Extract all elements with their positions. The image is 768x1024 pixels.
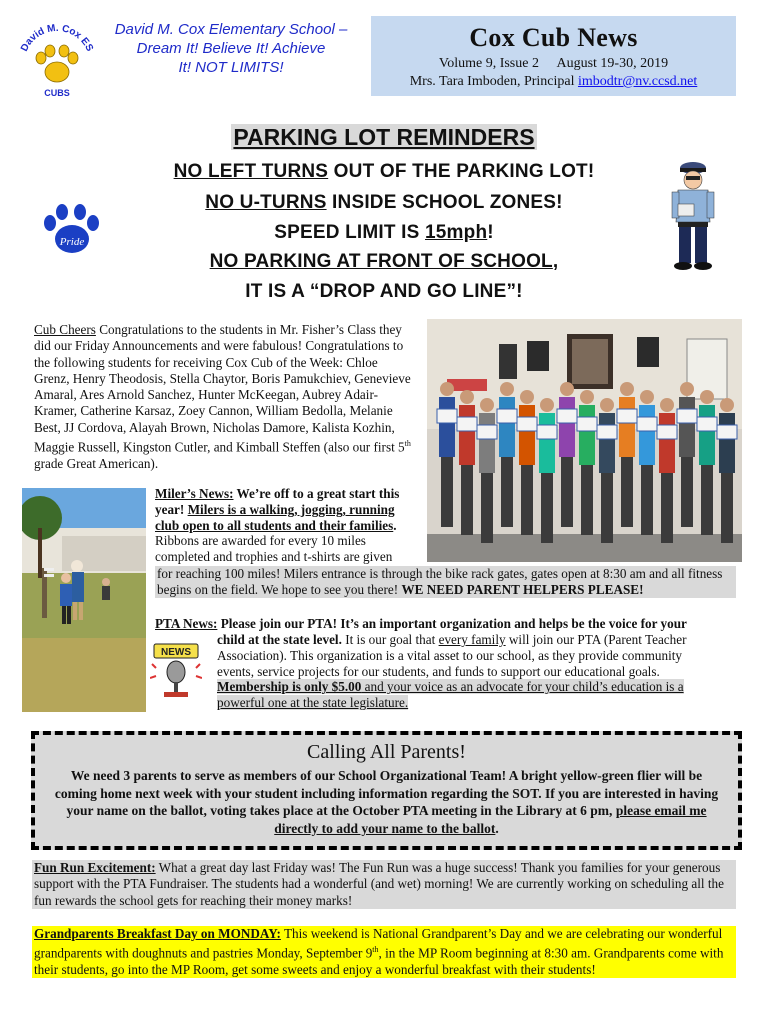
- school-logo: [14, 20, 100, 102]
- milers-heading: Miler’s News:: [155, 486, 234, 501]
- news-icon-text: NEWS: [161, 647, 191, 658]
- student-body: [679, 397, 695, 457]
- student-head: [460, 390, 474, 404]
- student-certificate: [717, 425, 737, 439]
- student-body: [539, 413, 555, 473]
- student-body: [719, 413, 735, 473]
- student-legs: [681, 457, 693, 527]
- grandparents-breakfast-section: Grandparents Breakfast Day on MONDAY: This weekend is National Grandparent’s Day and we are celebrating our wonderful grandparents with doughnuts and pastries Monday, September 9th, in the MP Room beginning at 8:30 am. Grandparents come with their students, go into the MP Room, get some sweets and enjoy a wonderful breakfast with their students!: [32, 926, 736, 978]
- milers-text-2: for reaching 100 miles! Milers entrance is through the bike rack gates, gates open at 8:30 am and all fitness begins on the field. We hope to see you there!: [157, 566, 723, 597]
- milers-news-section: Miler’s News: We’re off to a great start this year! Milers is a walking, jogging, running club open to all students and their families. Ribbons are awarded for every 10 miles completed and trophies and t-shirts are given: [155, 486, 400, 565]
- student-head: [560, 382, 574, 396]
- student-head: [720, 398, 734, 412]
- student-legs: [601, 473, 613, 543]
- crossing-guard-illustration: [666, 160, 720, 272]
- student-legs: [561, 457, 573, 527]
- principal-email-link[interactable]: imbodtr@nv.ccsd.net: [577, 74, 698, 89]
- cub-cheers-text-1: Congratulations to the students in Mr. Fisher’s Class they did our Friday Announcements and were fabulous!: [34, 322, 402, 354]
- email-request: please email me directly to add your name to the ballot: [274, 803, 707, 836]
- parking-rule-1: NO LEFT TURNS OUT OF THE PARKING LOT!: [173, 161, 595, 182]
- student-legs: [581, 465, 593, 535]
- student-certificate: [517, 417, 537, 431]
- parking-rule-5: IT IS A “DROP AND GO LINE”!: [245, 281, 523, 302]
- student-head: [480, 398, 494, 412]
- student-certificate: [697, 417, 717, 431]
- membership-price: Membership is only $5.00: [217, 679, 362, 695]
- student-legs: [621, 457, 633, 527]
- student-legs: [441, 457, 453, 527]
- issue-number: Volume 9, Issue 2: [438, 56, 539, 71]
- student-legs: [541, 473, 553, 543]
- calling-all-parents-box: [31, 731, 742, 850]
- news-microphone-icon: [150, 642, 202, 700]
- school-name: David M. Cox Elementary School –: [114, 21, 348, 38]
- milers-field-photo: [22, 488, 146, 712]
- student-certificate: [677, 409, 697, 423]
- student-body: [639, 405, 655, 465]
- student-legs: [481, 473, 493, 543]
- student-body: [459, 405, 475, 465]
- student-certificate: [657, 425, 677, 439]
- calling-text: We need 3 parents to serve as members of our School Organizational Team! A bright yellow-green flier will be coming home next week with your student including information regarding the SOT. If you are interested in having your name on the ballot, voting takes place at the October PTA meeting in the Library at 6 pm, please email me directly to add your name to the ballot.: [54, 768, 719, 836]
- parent-helpers-callout: WE NEED PARENT HELPERS PLEASE!: [401, 581, 644, 597]
- student-head: [580, 390, 594, 404]
- student-certificate: [617, 409, 637, 423]
- paw-text: Pride: [59, 236, 85, 248]
- newsletter-meta: [371, 55, 736, 91]
- student-legs: [661, 473, 673, 543]
- student-head: [600, 398, 614, 412]
- student-legs: [521, 465, 533, 535]
- logo-bottom-text: CUBS: [44, 88, 70, 98]
- class-group-photo: [427, 319, 742, 562]
- fun-run-text: What a great day last Friday was! The Fun Run was a huge success! Thank you families for your generous support with the PTA Fundraiser. The students had a wonderful (and wet) morning! We are currently working on scheduling all the fun rewards the school gets for reaching their money marks!: [34, 860, 724, 908]
- cub-cheers-heading: Cub Cheers: [34, 322, 96, 337]
- cub-cheers-text-2: Congratulations to the following students for receiving Cox Cub of the Week: Chloe Grenz, Henry Theodosis, Stella Chaytor, Boris Pamukchiev, Genevieve Amaral, Ares Arnold Sanchez, Hunter McKeegan, Aubrey Adair-Kramer, Catherine Karsaz, Zoey Cannon, William Bedolla, Melanie Best, JJ Cordova, Alayah Brown, Nicholas Damore, Kalista Kozhin, Maggie Russell, Kingston Cutler, and Kimball Steffen (also our first 5: [34, 338, 411, 455]
- student-certificate: [537, 425, 557, 439]
- calling-title: Calling All Parents!: [307, 741, 466, 763]
- student-certificate: [597, 425, 617, 439]
- logo-top-text: David M. Cox ES: [18, 22, 96, 54]
- parking-rule-2: NO U-TURNS INSIDE SCHOOL ZONES!: [205, 192, 563, 213]
- student-legs: [461, 465, 473, 535]
- student-body: [579, 405, 595, 465]
- milers-news-continued: [155, 566, 736, 598]
- student-body: [479, 413, 495, 473]
- student-certificate: [497, 409, 517, 423]
- student-body: [499, 397, 515, 457]
- student-body: [559, 397, 575, 457]
- student-head: [700, 390, 714, 404]
- student-certificate: [457, 417, 477, 431]
- student-certificate: [637, 417, 657, 431]
- student-head: [540, 398, 554, 412]
- parking-rule-4: NO PARKING AT FRONT OF SCHOOL,: [209, 251, 559, 272]
- student-certificate: [477, 425, 497, 439]
- paw-pride-icon: [40, 203, 102, 259]
- fun-run-heading: Fun Run Excitement:: [34, 860, 156, 875]
- newsletter-banner: [371, 16, 736, 96]
- student-head: [640, 390, 654, 404]
- motto-line-2: It! NOT LIMITS!: [178, 59, 284, 76]
- pta-news-heading-line: PTA News: Please join our PTA! It’s an important organization and helps be the voice for your: [155, 616, 687, 631]
- student-certificate: [557, 409, 577, 423]
- pta-news-body: child at the state level. It is our goal that every family will join our PTA (Parent Teacher Association). This organization is a vital asset to our school, as they provide community events, service projects for our students, and funds to support our educational goals. Membership is only $5.00 and your voice as an advocate for your child’s education is a powerful one at the state legislature.: [217, 632, 687, 711]
- pta-bold-2: child at the state level.: [217, 632, 342, 647]
- cub-cheers-section: Cub Cheers Congratulations to the students in Mr. Fisher’s Class they did our Friday Announcements and were fabulous! Congratulations to the following students for receiving Cox Cub of the Week: Chloe Grenz, Henry Theodosis, Stella Chaytor, Boris Pamukchiev, Genevieve Amaral, Ares Arnold Sanchez, Hunter McKeegan, Aubrey Adair-Kramer, Catherine Karsaz, Zoey Cannon, William Bedolla, Melanie Best, JJ Cordova, Alayah Brown, Nicholas Damore, Kalista Kozhin, Maggie Russell, Kingston Cutler, and Kimball Steffen (also our first 5th grade Great American).: [34, 322, 411, 471]
- principal-name: Mrs. Tara Imboden, Principal: [409, 74, 575, 89]
- student-legs: [701, 465, 713, 535]
- fun-run-section: [32, 860, 736, 909]
- student-legs: [501, 457, 513, 527]
- parking-rule-3: SPEED LIMIT IS 15mph!: [274, 222, 494, 243]
- svg-text:David M. Cox ES: [19, 23, 95, 54]
- student-head: [500, 382, 514, 396]
- school-motto: [100, 20, 362, 77]
- student-body: [619, 397, 635, 457]
- student-head: [680, 382, 694, 396]
- parking-title: PARKING LOT REMINDERS: [233, 124, 535, 150]
- motto-line-1: Dream It! Believe It! Achieve: [136, 40, 326, 57]
- newsletter-title: Cox Cub News: [469, 23, 638, 52]
- student-body: [659, 413, 675, 473]
- student-body: [519, 405, 535, 465]
- pta-heading: PTA News:: [155, 616, 218, 631]
- grandparents-heading: Grandparents Breakfast Day on MONDAY:: [34, 926, 281, 941]
- student-body: [439, 397, 455, 457]
- student-legs: [721, 473, 733, 543]
- student-body: [699, 405, 715, 465]
- student-head: [660, 398, 674, 412]
- student-certificate: [437, 409, 457, 423]
- milers-text-1: Ribbons are awarded for every 10 miles completed and trophies and t-shirts are given: [155, 533, 393, 565]
- student-head: [440, 382, 454, 396]
- student-legs: [641, 465, 653, 535]
- issue-dates: August 19-30, 2019: [556, 56, 669, 71]
- student-head: [520, 390, 534, 404]
- student-body: [599, 413, 615, 473]
- student-head: [620, 382, 634, 396]
- student-certificate: [577, 417, 597, 431]
